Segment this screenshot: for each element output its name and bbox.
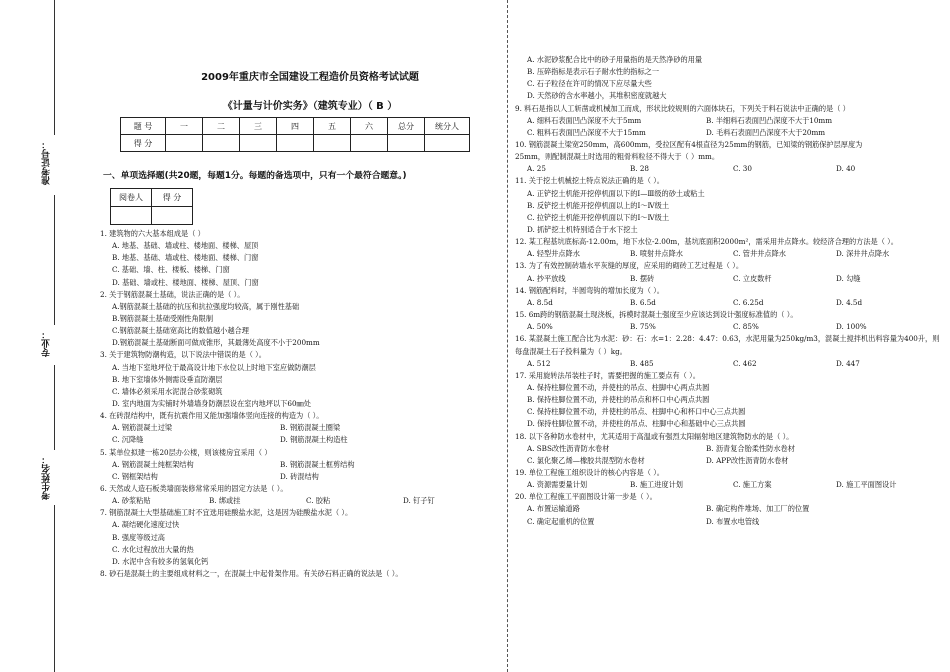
option-choice: D. 布置水电管线	[706, 516, 760, 526]
option-line: B. 地基、基础、墙或柱、楼地面、楼梯、门窗	[112, 253, 259, 263]
option-row	[515, 479, 940, 491]
exam-subtitle: 《计量与计价实务》（建筑专业）（ B ）	[222, 101, 398, 112]
score-cell[interactable]	[388, 135, 425, 152]
option-choice: C. 粗料石表面凹凸深度不大于15mm	[527, 127, 646, 137]
option-choice: B. 28	[630, 164, 649, 174]
option-line: D. 抓铲挖土机特别适合于水下挖土	[527, 225, 638, 235]
option-row	[515, 248, 940, 260]
score-table-header-row	[121, 118, 470, 135]
option-line: B. 强度等级过高	[112, 532, 165, 542]
option-choice: B. 喷射井点降水	[630, 249, 683, 259]
option-choice: A. 抄平放线	[527, 273, 566, 283]
score-header-cell: 统分人	[425, 118, 470, 135]
question-line: 11. 关于挖土机械挖土特点说法正确的是（ ）。	[515, 176, 664, 186]
grader-cell[interactable]	[152, 207, 193, 225]
option-choice: C. 30	[733, 164, 752, 174]
option-choice: C. 462	[733, 358, 757, 368]
question-line: 8. 砂石是混凝土的主要组成材料之一，在混凝土中起骨架作用。有关砂石料正确的说法是（ ）。	[100, 569, 403, 579]
option-line: C. 石子粒径在许可的情况下应尽量大些	[527, 79, 652, 89]
left-question-column	[100, 228, 500, 580]
option-choice: B. 绑或挂	[209, 496, 241, 506]
option-line: A. 正铲挖土机能开挖停机面以下的Ⅰ—Ⅲ级的砂土或粘土	[527, 188, 705, 198]
option-choice: D. 深井井点降水	[836, 249, 890, 259]
option-choice: C. 胶粘	[306, 496, 331, 506]
option-line: C. 水化过程放出大量的热	[112, 544, 194, 554]
option-choice: D. 毛料石表面凹凸深度不大于20mm	[706, 127, 826, 137]
option-row	[515, 516, 940, 528]
option-choice: B. 485	[630, 358, 654, 368]
option-row	[515, 297, 940, 309]
question-line: 25mm，则配制混凝土时选用的粗骨料粒径不得大于（ ）mm。	[515, 152, 720, 162]
option-choice: C. 85%	[733, 322, 759, 332]
question-line: 18. 以下各种防水卷材中，尤其适用于高温或有强烈太阳辐射地区建筑物防水的是（ ）。	[515, 431, 794, 441]
grader-header: 阅卷人	[111, 189, 152, 207]
option-choice: C. 氯化聚乙烯—橡胶共混型防水卷材	[527, 455, 645, 465]
option-choice: A. 25	[527, 164, 546, 174]
option-choice: B. 半细料石表面凹凸深度不大于10mm	[706, 115, 833, 125]
option-row	[100, 495, 500, 507]
option-line: B.钢筋混凝土基础受刚性角限制	[112, 314, 214, 324]
option-choice: C. 管井井点降水	[733, 249, 786, 259]
option-line: A. 保持柱脚位置不动，并使柱的吊点、柱脚中心两点共圆	[527, 382, 710, 392]
score-header-cell: 六	[351, 118, 388, 135]
option-line: A. 水泥砂浆配合比中的砂子用量指的是天然净砂的用量	[527, 55, 703, 64]
question-line: 19. 单位工程施工组织设计的核心内容是（ ）。	[515, 467, 664, 477]
option-row	[515, 503, 940, 515]
option-row	[515, 358, 940, 370]
option-choice: C. 沉降缝	[112, 435, 144, 445]
option-choice: A. 512	[527, 358, 551, 368]
option-row	[100, 459, 500, 471]
score-cell[interactable]	[166, 135, 203, 152]
score-header-cell: 一	[166, 118, 203, 135]
option-choice: A. 8.5d	[527, 297, 553, 307]
option-choice: D. 钢筋混凝土构造柱	[280, 435, 348, 445]
binding-line	[54, 195, 55, 325]
option-row	[100, 422, 500, 434]
option-line: A. 凝结硬化速度过快	[112, 520, 180, 530]
option-line: A. 地基、基础、墙或柱、楼地面、楼梯、屋顶	[112, 241, 259, 251]
option-line: A. 当地下室地坪位于最高设计地下水位以上时地下室应做防潮层	[112, 362, 316, 372]
question-line: 10. 钢筋混凝土梁宽250mm，高600mm，受拉区配有4根直径为25mm的钢筋，已知梁的钢筋保护层厚度为	[515, 140, 863, 149]
candidate-name-label: 考生姓名：	[42, 455, 52, 500]
score-header-cell: 三	[240, 118, 277, 135]
option-choice: A. 钢筋混凝土纯框架结构	[112, 459, 194, 469]
question-line: 6. 天然或人造石板类墙面装修常常采用的固定方法是（ ）。	[100, 484, 288, 494]
question-line: 14. 钢筋配料时，半圆弯钩的增加长度为（ ）。	[515, 285, 664, 295]
score-table	[120, 117, 470, 152]
question-line: 9. 料石是指以人工斩凿或机械加工而成，形状比较规则的六面体块石，下列关于料石说法中正确的是（ ）	[515, 103, 850, 113]
question-line: 20. 单位工程施工平面图设计第一步是（ ）。	[515, 492, 657, 502]
option-choice: D. 100%	[836, 322, 867, 332]
option-line: C. 墙体必须采用水泥混合砂浆砌筑	[112, 386, 223, 396]
option-line: B. 保持柱脚位置不动，并使柱的吊点和杯口中心两点共圆	[527, 395, 710, 405]
option-choice: B. 摆砖	[630, 273, 655, 283]
column-divider	[507, 0, 508, 672]
option-line: D. 天然砂的含水率越小，其堆积密度就越大	[527, 91, 667, 101]
option-choice: A. 布置运输道路	[527, 504, 580, 514]
question-line: 2. 关于钢筋混凝土基础，说法正确的是（ ）。	[100, 289, 245, 299]
score-cell[interactable]	[314, 135, 351, 152]
option-line: C.钢筋混凝土基础宽高比的数值越小越合理	[112, 326, 249, 336]
option-row	[515, 321, 940, 333]
question-line: 13. 为了有效控制砖墙水平灰缝的厚度，应采用的砌砖工艺过程是（ ）。	[515, 261, 744, 271]
option-line: C. 基础、墙、柱、楼板、楼梯、门窗	[112, 265, 230, 275]
score-header-cell: 四	[277, 118, 314, 135]
score-cell[interactable]	[240, 135, 277, 152]
section-heading: 一、单项选择题(共20题，每题1分。每题的备选项中，只有一个最符合题意。)	[103, 171, 407, 181]
question-line: 4. 在砖混结构中，既有抗震作用又能加强墙体竖向连接的构造为（ ）。	[100, 411, 324, 421]
option-choice: B. 6.5d	[630, 297, 656, 307]
score-header-cell: 题 号	[121, 118, 166, 135]
option-line: B. 反铲挖土机能开挖停机面以上的Ⅰ～Ⅳ级土	[527, 200, 670, 210]
score-cell[interactable]	[351, 135, 388, 152]
binding-line	[54, 505, 55, 672]
option-choice: D. 447	[836, 358, 860, 368]
option-row	[100, 434, 500, 446]
option-choice: C. 6.25d	[733, 297, 764, 307]
exam-title: 2009年重庆市全国建设工程造价员资格考试试题	[201, 72, 419, 83]
option-line: C. 拉铲挖土机能开挖停机面以下的Ⅰ～Ⅳ级土	[527, 212, 670, 222]
option-choice: C. 钢框架结构	[112, 471, 158, 481]
option-choice: B. 钢筋混凝土圈梁	[280, 423, 341, 433]
option-choice: D. 钉子钉	[403, 496, 435, 506]
question-line: 15. 6m跨的钢筋混凝土现浇板，拆模时混凝土强度至少应该达到设计强度标准值的（ ）。	[515, 310, 798, 320]
score-cell[interactable]	[203, 135, 240, 152]
option-row	[515, 273, 940, 285]
option-choice: D. 4.5d	[836, 297, 863, 307]
option-choice: A. SBS改性沥青防水卷材	[527, 443, 610, 453]
score-cell[interactable]	[277, 135, 314, 152]
score-table-score-row	[121, 135, 470, 152]
score-header-cell: 二	[203, 118, 240, 135]
option-choice: D. 勾缝	[836, 273, 861, 283]
option-line: D. 室内地面为实铺时外墙墙身防潮层设在室内地坪以下60㎜处	[112, 399, 311, 409]
binding-line	[54, 365, 55, 450]
option-choice: A. 钢筋混凝土过梁	[112, 423, 173, 433]
option-row	[515, 115, 940, 127]
option-choice: D. 施工平面图设计	[836, 480, 897, 490]
option-choice: B. 沥青复合胎柔性防水卷材	[706, 443, 795, 453]
option-row	[515, 455, 940, 467]
option-line: D. 保持柱脚位置不动，并使柱的吊点、柱脚中心和基础中心三点共圆	[527, 419, 746, 429]
option-choice: A. 细料石表面凹凸深度不大于5mm	[527, 115, 642, 125]
question-line: 7. 钢筋混凝土大型基础施工时不宜选用硅酸盐水泥，这是因为硅酸盐水泥（ ）。	[100, 508, 353, 518]
question-line: 1. 建筑物的六大基本组成是（ ）	[100, 229, 205, 238]
option-line: B. 地下室墙体外侧需设垂直防潮层	[112, 374, 223, 384]
option-line: D. 水泥中含有较多的氢氧化钙	[112, 556, 209, 566]
score-cell[interactable]	[425, 135, 470, 152]
grader-cell[interactable]	[111, 207, 152, 225]
option-choice: D. 40	[836, 164, 856, 174]
option-line: B. 压碎指标是表示石子耐水性的指标之一	[527, 67, 660, 77]
question-line: 17. 采用旋转法吊装柱子时，需要把握的施工要点有（ ）。	[515, 370, 700, 380]
option-choice: A. 砂浆粘贴	[112, 496, 151, 506]
option-choice: C. 确定起重机的位置	[527, 516, 595, 526]
question-line: 16. 某混凝土施工配合比为水泥：砂：石：水=1：2.28：4.47：0.63，水泥用量为250kg/m3，混凝土搅拌机出料容量为400升，则每盘混凝土石子投料量为（ ）kg。	[515, 334, 940, 356]
option-choice: B. 钢筋混凝土框剪结构	[280, 459, 355, 469]
option-choice: A. 50%	[527, 322, 553, 332]
option-line: C. 保持柱脚位置不动，并使柱的吊点、柱脚中心和杯口中心三点共圆	[527, 407, 746, 417]
option-row	[515, 443, 940, 455]
right-question-column	[515, 54, 940, 528]
option-row	[515, 163, 940, 175]
grader-header: 得 分	[152, 189, 193, 207]
score-header-cell: 五	[314, 118, 351, 135]
question-line: 5. 某单位拟建一栋20层办公楼，则该楼房宜采用（ ）	[100, 447, 272, 457]
option-choice: C. 施工方案	[733, 480, 772, 490]
binding-margin	[0, 0, 90, 672]
option-choice: D. 砖混结构	[280, 471, 319, 481]
binding-line	[54, 0, 55, 135]
option-choice: A. 轻型井点降水	[527, 249, 580, 259]
exam-id-label: 准考证号：	[42, 140, 52, 185]
question-line: 3. 关于建筑物防潮构造，以下说法中错误的是（ ）。	[100, 350, 266, 360]
option-line: D.钢筋混凝土基础断面可做成锥形，其最薄处高度不小于200mm	[112, 338, 320, 348]
question-line: 12. 某工程基坑底标高-12.00m，地下水位-2.00m，基坑底面积2000m²，需采用井点降水。较经济合理的方法是（ ）。	[515, 237, 898, 247]
option-choice: B. 施工进度计划	[630, 480, 683, 490]
major-label: 专业：	[42, 330, 52, 357]
option-choice: B. 75%	[630, 322, 656, 332]
option-choice: C. 立皮数杆	[733, 273, 772, 283]
option-choice: B. 确定构件堆场、加工厂的位置	[706, 504, 810, 514]
option-line: A.钢筋混凝土基础的抗压和抗拉强度均较高，属于刚性基础	[112, 301, 300, 311]
option-row	[515, 127, 940, 139]
option-row	[100, 471, 500, 483]
option-line: D. 基础、墙或柱、楼地面、楼梯、屋顶、门窗	[112, 277, 259, 287]
option-choice: D. APP改性沥青防水卷材	[706, 455, 789, 465]
grader-table	[110, 188, 193, 225]
score-header-cell: 总分	[388, 118, 425, 135]
score-row-label: 得 分	[121, 135, 166, 152]
option-choice: A. 资源需要量计划	[527, 480, 588, 490]
